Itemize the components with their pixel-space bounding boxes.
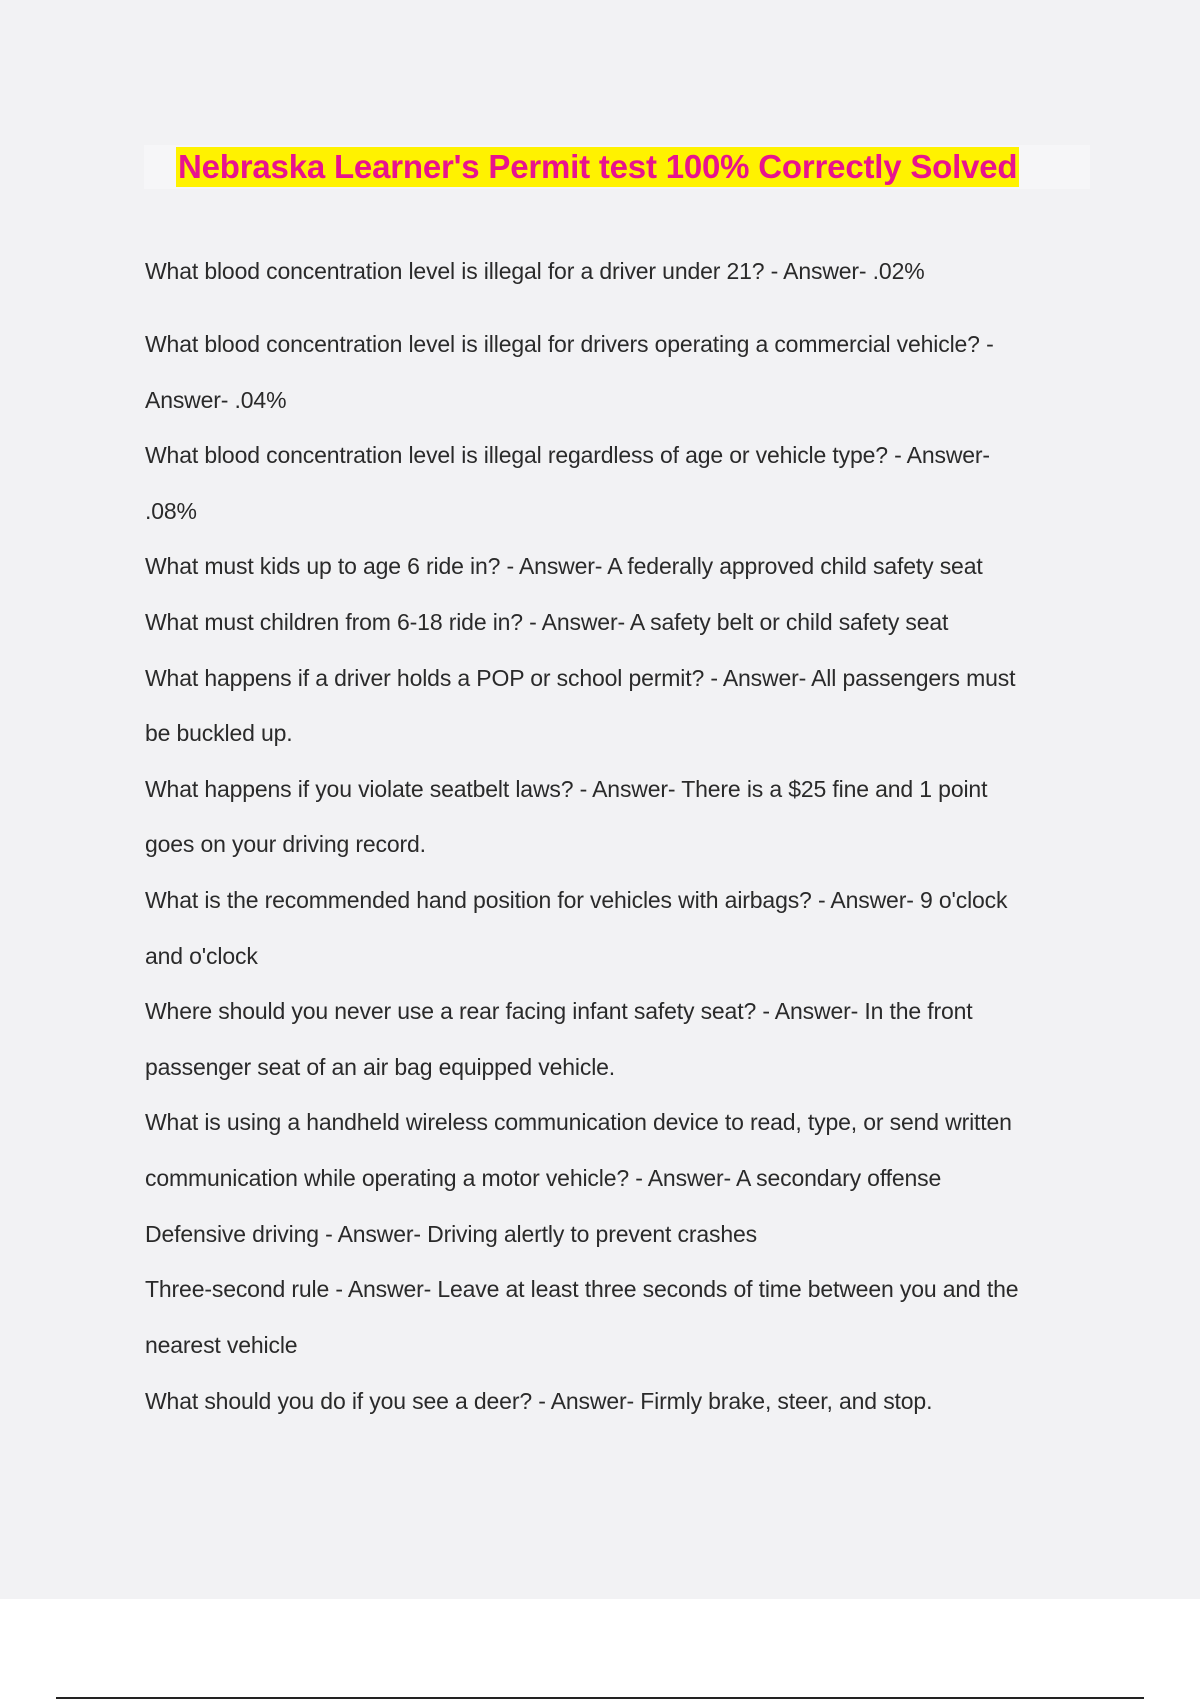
qa-line: and o'clock — [145, 943, 258, 969]
qa-line: What is using a handheld wireless communication device to read, type, or send written — [145, 1109, 1012, 1135]
qa-line: Where should you never use a rear facing infant safety seat? - Answer- In the front — [145, 998, 973, 1024]
qa-line: be buckled up. — [145, 720, 293, 746]
qa-line: What should you do if you see a deer? - Answer- Firmly brake, steer, and stop. — [145, 1388, 933, 1414]
qa-line: What must kids up to age 6 ride in? - Answer- A federally approved child safety seat — [145, 553, 983, 579]
qa-line: communication while operating a motor vehicle? - Answer- A secondary offense — [145, 1165, 942, 1191]
document-title: Nebraska Learner's Permit test 100% Correctly Solved — [178, 148, 1018, 185]
qa-line: What blood concentration level is illegal for a driver under 21? - Answer- .02% — [145, 258, 925, 284]
qa-line: .08% — [145, 498, 197, 524]
qa-line: Answer- .04% — [145, 387, 287, 413]
qa-line: What must children from 6-18 ride in? - Answer- A safety belt or child safety seat — [145, 609, 949, 635]
qa-line: What blood concentration level is illegal regardless of age or vehicle type? - Answer- — [145, 442, 990, 468]
qa-line: nearest vehicle — [145, 1332, 298, 1358]
footer-divider — [56, 1697, 1144, 1699]
qa-line: passenger seat of an air bag equipped vehicle. — [145, 1054, 616, 1080]
qa-line: What blood concentration level is illegal for drivers operating a commercial vehicle? - — [145, 331, 994, 357]
qa-line: Three-second rule - Answer- Leave at least three seconds of time between you and the — [145, 1276, 1019, 1302]
qa-line: What happens if you violate seatbelt laws? - Answer- There is a $25 fine and 1 point — [145, 776, 988, 802]
qa-line: What is the recommended hand position for vehicles with airbags? - Answer- 9 o'clock — [145, 887, 1008, 913]
qa-line: Defensive driving - Answer- Driving alertly to prevent crashes — [145, 1221, 757, 1247]
qa-line: What happens if a driver holds a POP or school permit? - Answer- All passengers must — [145, 665, 1016, 691]
qa-line: goes on your driving record. — [145, 831, 426, 857]
